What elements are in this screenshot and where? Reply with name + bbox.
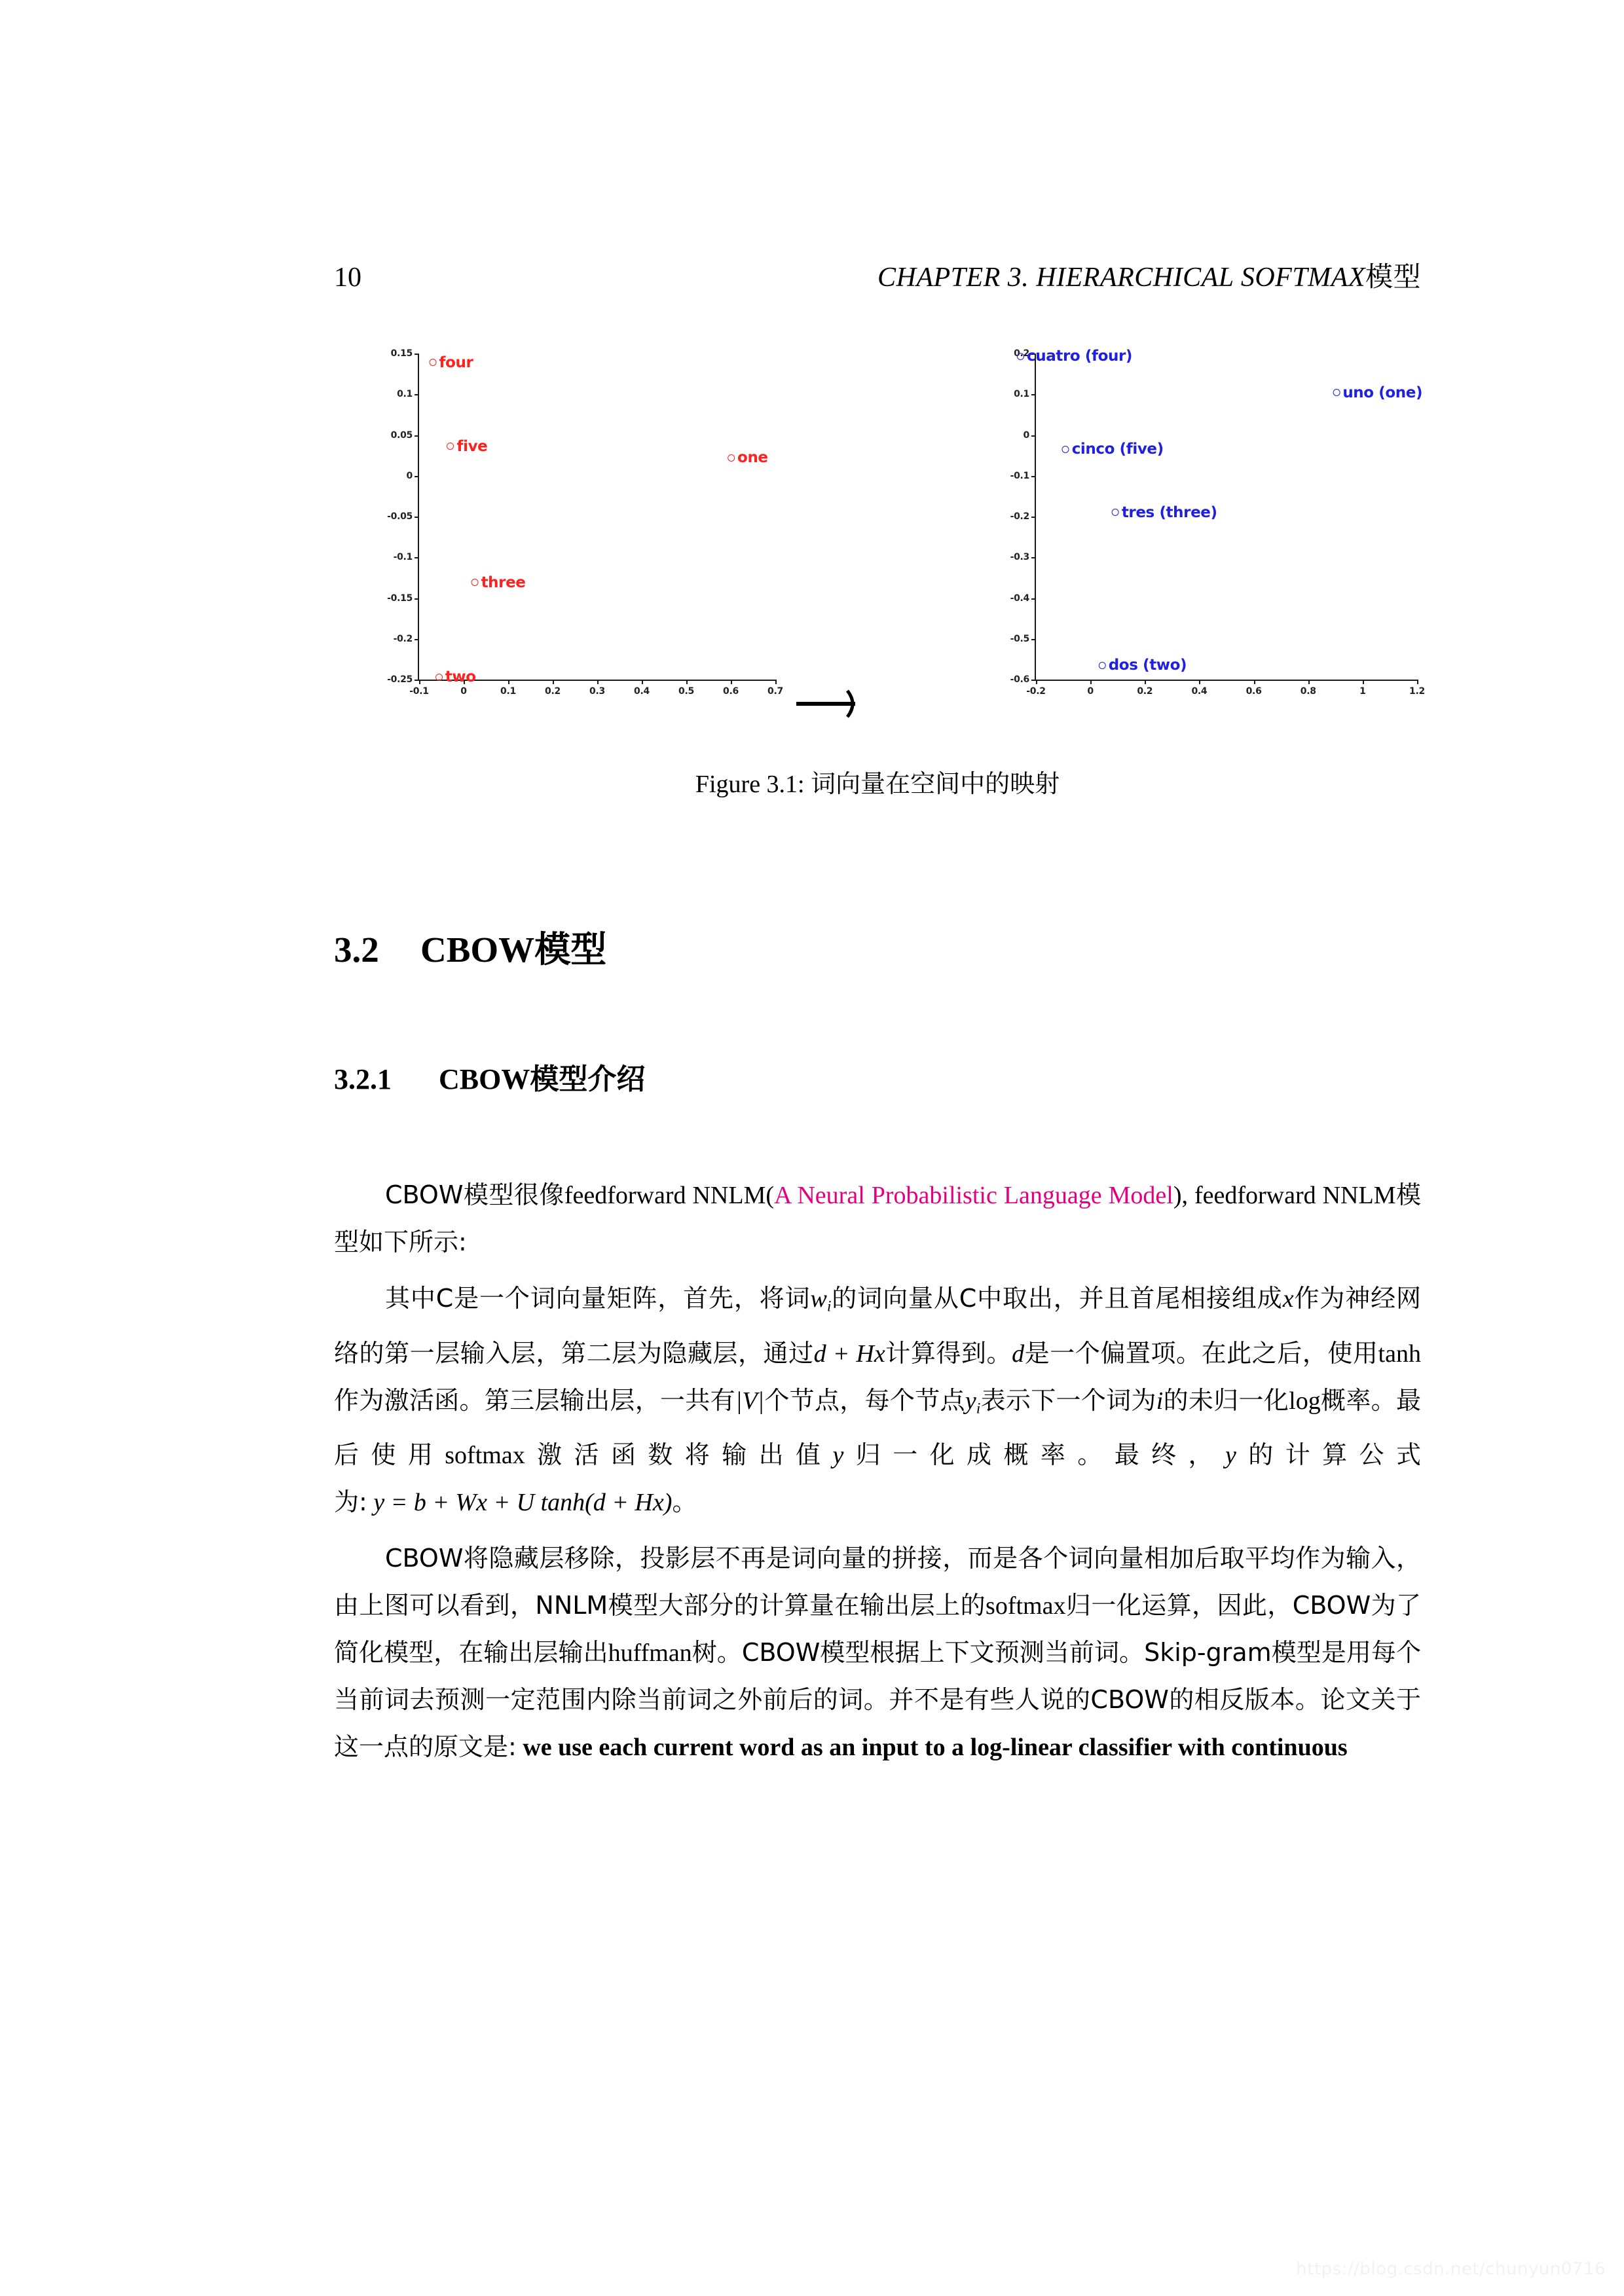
data-point — [1112, 504, 1217, 521]
y-axis-tick-label: -0.15 — [387, 592, 413, 604]
x-axis-tick — [1363, 680, 1364, 684]
data-point — [471, 574, 526, 591]
y-axis-tick — [1031, 517, 1036, 518]
y-axis-tick — [1031, 476, 1036, 477]
y-axis-tick — [1031, 394, 1036, 395]
data-point-marker — [435, 674, 443, 681]
data-point-label: cinco (five) — [1071, 441, 1164, 458]
x-axis-tick-label: 0.7 — [767, 686, 783, 697]
y-axis-tick — [415, 680, 419, 681]
y-axis-tick-label: 0.1 — [1014, 389, 1029, 400]
right-arrow-icon — [792, 678, 871, 723]
data-point-label: two — [445, 668, 476, 686]
paragraph-3 — [334, 1535, 1421, 1771]
section-heading — [334, 930, 1421, 970]
p2-fn-tanh: tanh — [1378, 1339, 1421, 1368]
scatter-plot-english — [380, 340, 783, 707]
p2-part-n: 的计算公式为: — [334, 1440, 1421, 1517]
p2-var-x: x — [1282, 1285, 1294, 1313]
data-point — [435, 668, 476, 685]
p2-var-y: y — [965, 1387, 976, 1415]
paragraph-2 — [334, 1275, 1421, 1526]
x-axis-tick — [1090, 680, 1092, 684]
x-axis-tick — [642, 680, 643, 684]
x-axis-tick-label: 0.4 — [634, 686, 650, 697]
data-point-marker — [728, 454, 735, 462]
y-axis-tick — [415, 557, 419, 558]
y-axis-tick — [1031, 639, 1036, 640]
p2-part-h: 表示下一个词为 — [980, 1385, 1156, 1415]
figure-3-1 — [334, 340, 1425, 746]
y-axis-tick-label: 0 — [406, 470, 413, 481]
y-axis-tick-label: -0.5 — [1010, 633, 1029, 644]
y-axis-tick-label: 0.05 — [390, 429, 413, 441]
x-axis-tick — [553, 680, 554, 684]
y-axis-tick-label: -0.2 — [393, 633, 413, 644]
y-axis-tick — [415, 476, 419, 477]
subsection-heading — [334, 1064, 1421, 1095]
y-axis-tick-label: 0.15 — [390, 348, 413, 359]
p2-fn-softmax: softmax — [445, 1442, 525, 1470]
data-point-label: three — [481, 574, 526, 591]
figure-caption-text: 词向量在空间中的映射 — [811, 769, 1060, 798]
data-point — [1062, 441, 1164, 458]
x-axis-tick-label: 0.2 — [545, 686, 561, 697]
y-axis-tick — [1031, 680, 1036, 681]
data-point-marker — [1112, 509, 1119, 516]
section-title-en: CBOW — [420, 930, 535, 970]
x-axis-tick-label: 0.6 — [723, 686, 739, 697]
data-point — [1333, 384, 1422, 401]
p2-part-c: 作为神经网络的第一层输入层，第二层为隐藏层，通过 — [334, 1284, 1421, 1368]
x-axis-tick-label: 0.1 — [500, 686, 516, 697]
y-axis-tick — [415, 598, 419, 600]
y-axis-tick — [415, 517, 419, 518]
p2-part-d: 计算得到。 — [885, 1338, 1012, 1368]
p2-part-g: 个节点，每个节点 — [764, 1385, 965, 1415]
p3-part-c: 树。CBOW模型根据上下文预测当前词。Skip-gram模型是用每个当前词去预测一定范围内除当前词之外前后的词。并不是有些人说的CBOW的相反版本。论文关于这一点的原文是: — [334, 1638, 1421, 1762]
paragraph-1 — [334, 1172, 1421, 1266]
p3-part-b: 归一化运算，因此，CBOW为了简化模型，在输出层输出 — [334, 1591, 1421, 1667]
x-axis-tick-label: 0.4 — [1191, 686, 1208, 697]
p2-part-e: 是一个偏置项。在此之后，使用 — [1024, 1338, 1378, 1368]
paper-link[interactable]: A Neural Probabilistic Language Model — [774, 1182, 1173, 1209]
y-axis-tick — [1031, 598, 1036, 600]
y-axis-tick-label: -0.1 — [1010, 470, 1029, 481]
p2-part-m: 归一化成概率。最终， — [843, 1440, 1225, 1470]
x-axis-tick-label: 0 — [1087, 686, 1094, 697]
chapter-title-cjk: 模型 — [1365, 261, 1421, 293]
body-text — [334, 1172, 1421, 1780]
plot-axes-right — [1010, 348, 1425, 697]
x-axis-tick — [597, 680, 599, 684]
x-axis-tick-label: 0 — [460, 686, 467, 697]
data-point — [447, 438, 487, 455]
p2-var-w-sub: i — [826, 1298, 832, 1315]
p1-part-c: ), feedforward NNLM — [1173, 1182, 1396, 1209]
subsection-number: 3.2.1 — [334, 1063, 392, 1095]
p2-fn-log: log — [1289, 1387, 1321, 1415]
plot-axes-left — [387, 348, 783, 697]
data-point-marker — [471, 579, 479, 586]
data-point — [429, 354, 473, 371]
data-point-label: four — [439, 354, 473, 371]
y-axis-tick — [415, 354, 419, 355]
x-axis-tick-label: 0.6 — [1246, 686, 1262, 697]
x-axis-tick-label: -0.1 — [409, 686, 429, 697]
data-point-label: tres (three) — [1121, 503, 1217, 521]
p2-var-i: i — [1156, 1387, 1164, 1415]
p2-part-b: 的词向量从C中取出，并且首尾相接组成 — [831, 1284, 1283, 1313]
y-axis-tick-label: 0.2 — [1014, 348, 1029, 359]
chapter-running-title — [877, 255, 1421, 295]
x-axis-tick — [508, 680, 509, 684]
x-axis-tick — [1036, 680, 1037, 684]
data-point-label: cuatro (four) — [1027, 348, 1133, 365]
x-axis-tick-label: -0.2 — [1026, 686, 1046, 697]
y-axis-tick-label: -0.2 — [1010, 511, 1029, 522]
y-axis-tick — [1031, 435, 1036, 437]
x-axis-tick — [686, 680, 688, 684]
x-axis-tick-label: 0.3 — [589, 686, 605, 697]
data-point-marker — [1099, 662, 1106, 669]
p3-fn-softmax: softmax — [986, 1592, 1066, 1620]
subsection-title-cjk: 模型介绍 — [530, 1063, 646, 1096]
y-axis-tick-label: -0.05 — [387, 511, 413, 522]
x-axis-tick — [419, 680, 420, 684]
p1-part-b: feedforward NNLM( — [564, 1182, 775, 1209]
page-number: 10 — [334, 263, 361, 293]
x-axis-tick — [775, 680, 777, 684]
subsection-title-en: CBOW — [439, 1063, 530, 1095]
p3-part-a: CBOW将隐藏层移除，投影层不再是词向量的拼接，而是各个词向量相加后取平均作为输入，由上图可以看到，NNLM模型大部分的计算量在输出层上的 — [334, 1544, 1421, 1620]
y-axis-tick — [415, 435, 419, 437]
figure-caption — [334, 769, 1421, 800]
watermark: https://blog.csdn.net/chunyun0716 — [1296, 2259, 1606, 2279]
scatter-plot-spanish — [995, 340, 1425, 707]
p2-part-f: 作为激活函。第三层输出层，一共有 — [334, 1385, 735, 1415]
data-point-label: dos (two) — [1108, 657, 1187, 674]
y-axis-tick — [415, 639, 419, 640]
data-point-marker — [447, 443, 454, 450]
y-axis-tick — [1031, 354, 1036, 355]
p2-var-absv: |V| — [735, 1387, 765, 1415]
data-point-marker — [1062, 446, 1069, 453]
data-point-marker — [429, 359, 436, 366]
p1-part-d: 模型如下所示: — [334, 1180, 1421, 1256]
p2-part-a: 其中C是一个词向量矩阵，首先，将词 — [385, 1284, 811, 1313]
y-axis-tick-label: -0.1 — [393, 552, 413, 563]
x-axis-tick — [1199, 680, 1200, 684]
p2-var-y3: y — [1225, 1442, 1236, 1470]
x-axis-tick — [464, 680, 465, 684]
x-axis-tick — [1308, 680, 1310, 684]
p2-var-y2: y — [832, 1442, 844, 1470]
y-axis-tick — [1031, 557, 1036, 558]
p3-word-huffman: huffman — [608, 1639, 692, 1667]
data-point-label: five — [456, 437, 488, 455]
p2-equation-y: y = b + Wx + U tanh(d + Hx) — [373, 1489, 673, 1517]
p2-part-j: 的未归一化 — [1163, 1385, 1289, 1415]
x-axis-tick — [731, 680, 732, 684]
y-axis-tick-label: -0.4 — [1010, 592, 1029, 604]
running-head — [334, 255, 1421, 295]
x-axis-tick — [1417, 680, 1418, 684]
x-axis-tick — [1145, 680, 1146, 684]
p2-var-d: d — [1012, 1339, 1025, 1368]
data-point-label: one — [737, 449, 768, 467]
data-point-marker — [1333, 389, 1340, 396]
data-point — [1099, 657, 1187, 674]
x-axis-tick-label: 1 — [1359, 686, 1366, 697]
x-axis-tick-label: 1.2 — [1409, 686, 1425, 697]
y-axis-tick-label: -0.25 — [387, 674, 413, 685]
p2-var-w: w — [810, 1285, 827, 1313]
p2-var-y-sub: i — [976, 1400, 981, 1417]
p2-equation-dhx: d + Hx — [813, 1339, 885, 1368]
p2-part-k: 概率。最后使用 — [334, 1385, 1421, 1470]
p2-part-l: 激活函数将输出值 — [525, 1440, 833, 1470]
x-axis-tick-label: 0.2 — [1137, 686, 1153, 697]
x-axis-tick-label: 0.5 — [678, 686, 694, 697]
p1-part-a: CBOW模型很像 — [385, 1180, 564, 1209]
x-axis-tick-label: 0.8 — [1300, 686, 1316, 697]
data-point — [1017, 348, 1132, 365]
chapter-title-en: CHAPTER 3. HIERARCHICAL SOFTMAX — [877, 263, 1365, 293]
p3-quote: we use each current word as an input to a log-linear classifier with continuous — [523, 1734, 1348, 1762]
p2-part-o: 。 — [672, 1487, 697, 1517]
figure-caption-label: Figure 3.1: — [695, 771, 805, 798]
y-axis-tick-label: -0.3 — [1010, 552, 1029, 563]
y-axis-tick-label: -0.6 — [1010, 674, 1029, 685]
x-axis-tick — [1254, 680, 1255, 684]
data-point — [728, 449, 768, 466]
y-axis-tick-label: 0.1 — [397, 389, 413, 400]
y-axis-tick — [415, 394, 419, 395]
data-point-label: uno (one) — [1342, 384, 1423, 401]
y-axis-tick-label: 0 — [1023, 429, 1029, 441]
section-number: 3.2 — [334, 930, 379, 970]
section-title-cjk: 模型 — [534, 928, 607, 970]
